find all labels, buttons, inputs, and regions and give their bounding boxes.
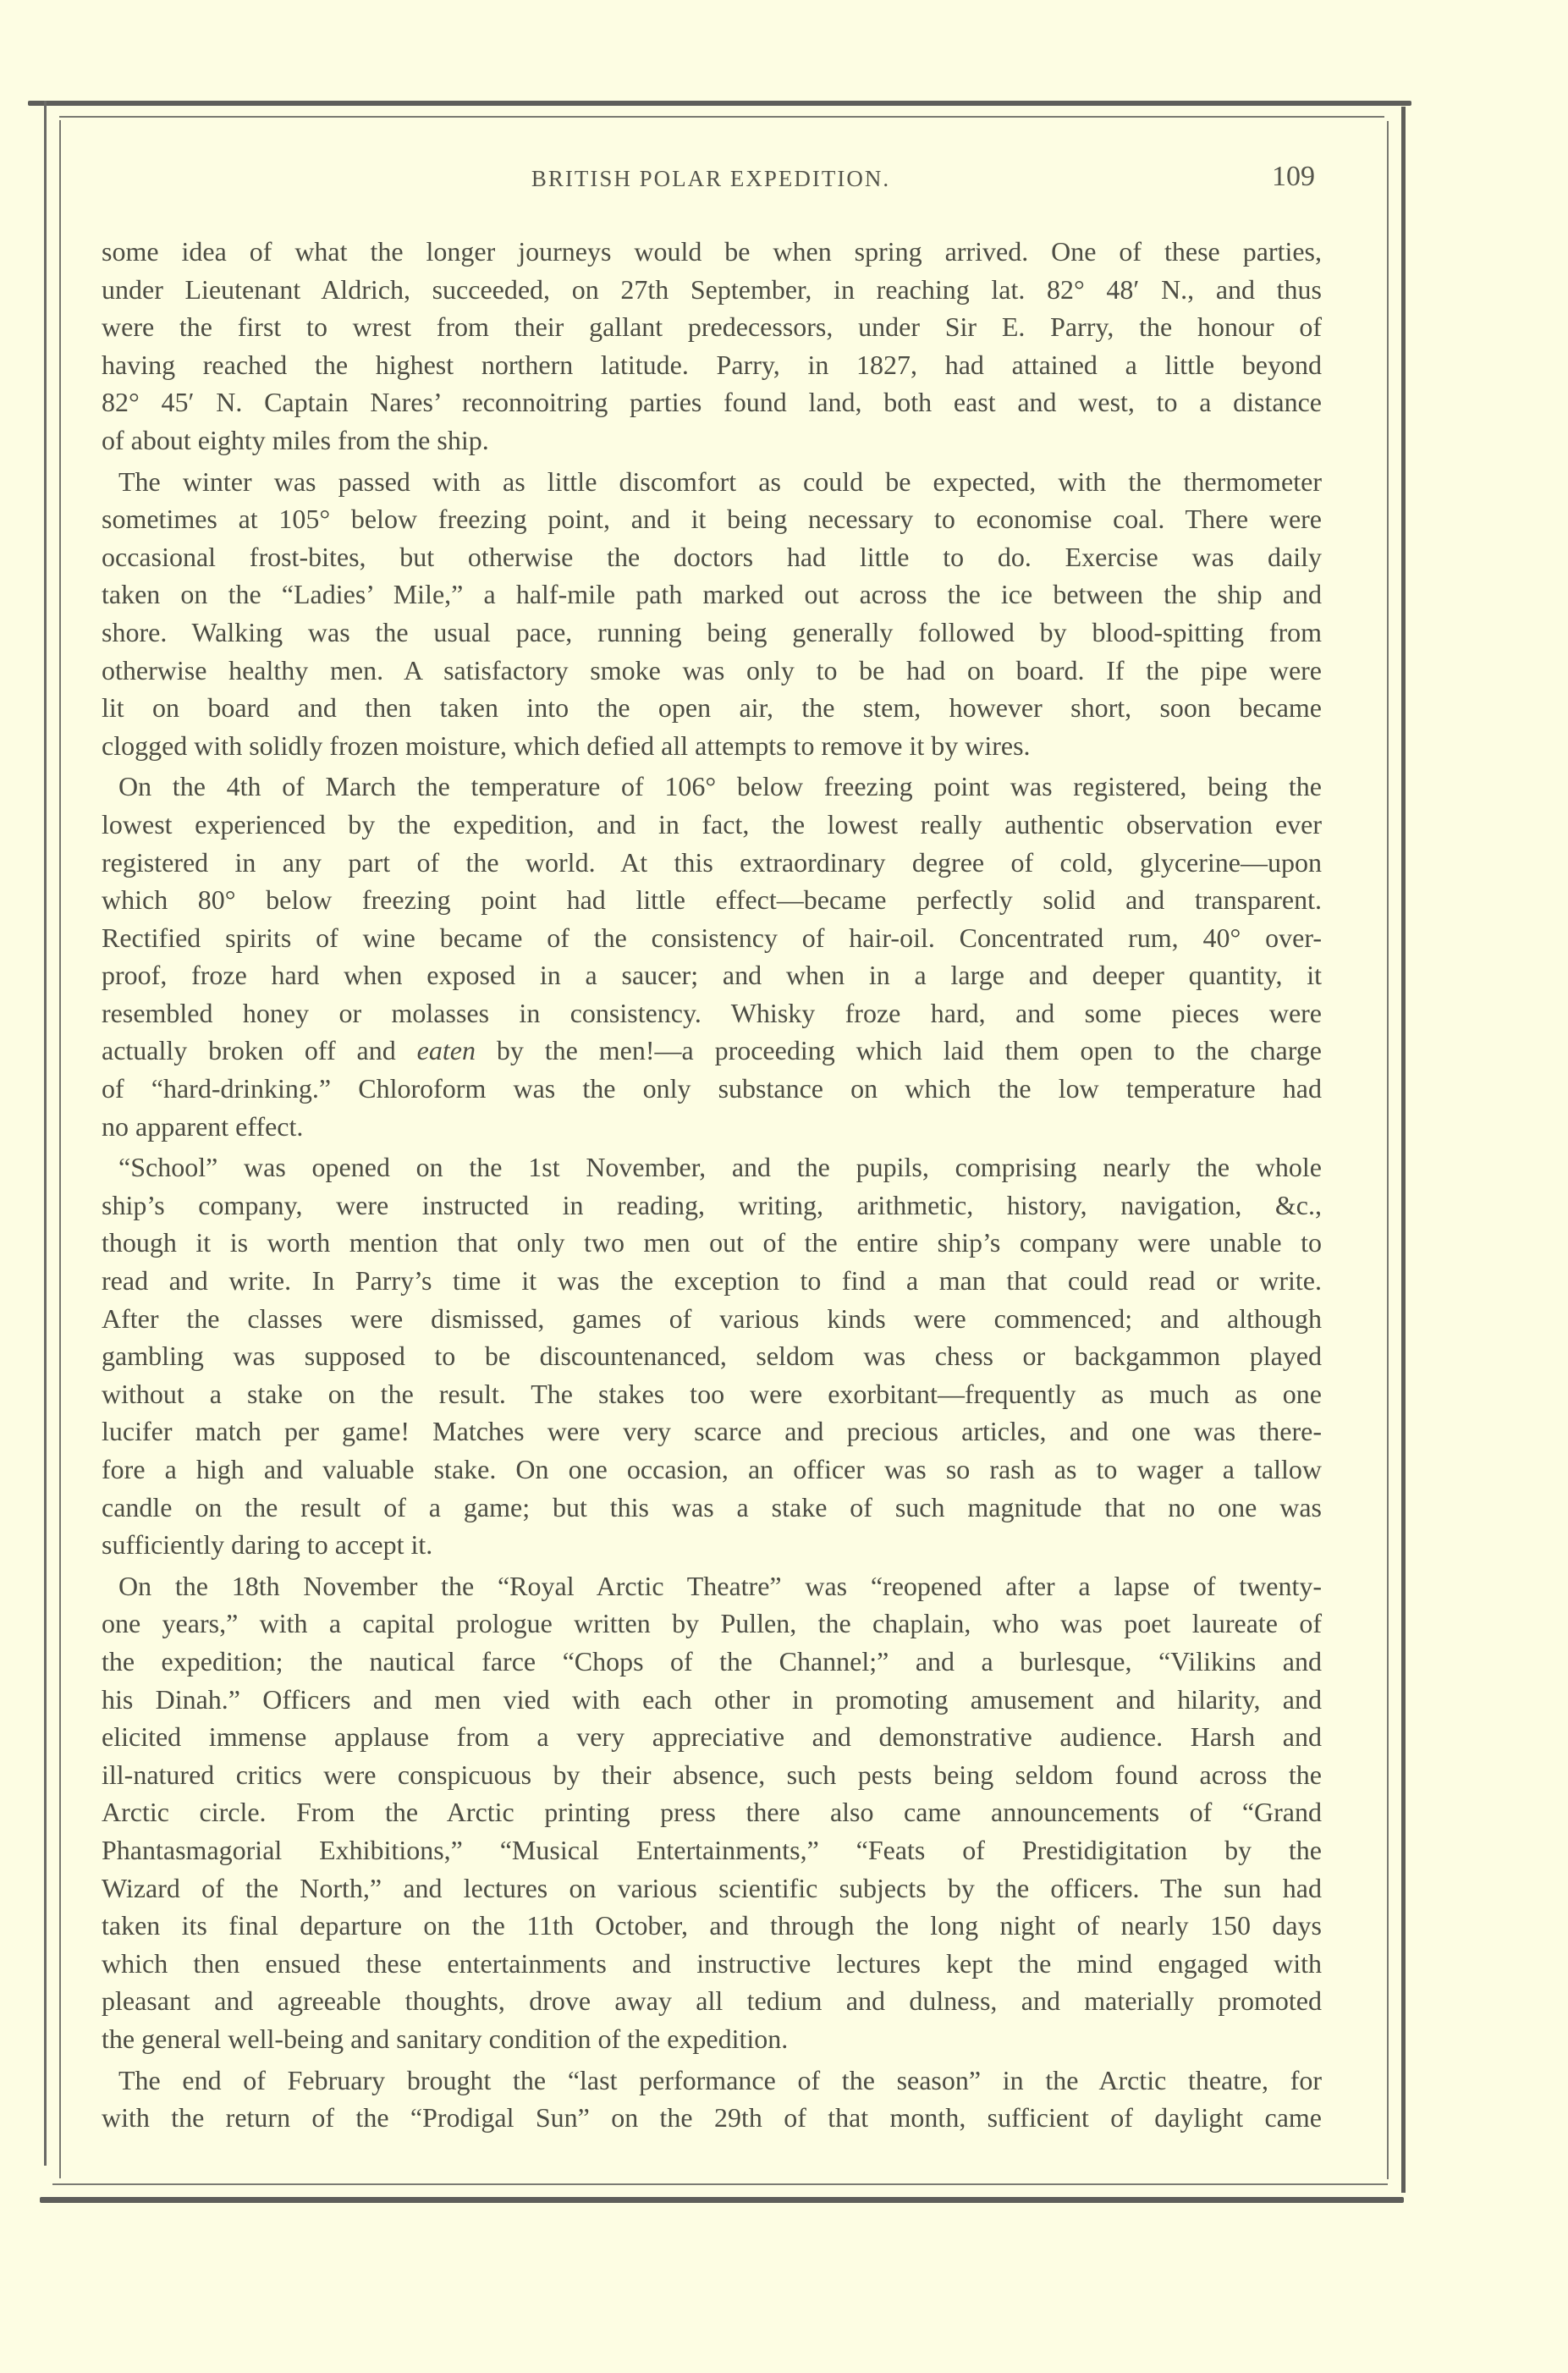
text-line: read and write. In Parry’s time it was the exception to find a man that could read or write. [102,1265,1322,1297]
frame-outer-bottom-rule [40,2197,1404,2203]
text-line: Rectified spirits of wine became of the consistency of hair-oil. Concentrated rum, 40° over- [102,922,1322,953]
frame-inner-top-rule [59,116,1384,118]
frame-inner-bottom-rule [52,2183,1388,2185]
frame-outer-top-rule [28,101,1411,106]
frame-outer-left-rule [44,101,47,2166]
frame-inner-left-rule [59,120,61,2178]
text-line: proof, froze hard when exposed in a saucer; and when in a large and deeper quantity, it [102,960,1322,991]
body-text [102,233,1322,2137]
running-head [102,161,1320,195]
text-line: his Dinah.” Officers and men vied with each other in promoting amusement and hilarity, and [102,1683,1322,1715]
text-line: After the classes were dismissed, games of various kinds were commenced; and although [102,1302,1322,1334]
text-line: though it is worth mention that only two men out of the entire ship’s company were unable to [102,1227,1322,1258]
text-line: occasional frost-bites, but otherwise the doctors had little to do. Exercise was daily [102,541,1322,572]
text-line: On the 4th of March the temperature of 106° below freezing point was registered, being the [118,771,1322,802]
text-line: of about eighty miles from the ship. [102,424,489,455]
text-line: lit on board and then taken into the open air, the stem, however short, soon became [102,692,1322,724]
paragraph [102,233,1322,460]
paragraph [102,463,1322,765]
paragraph [102,1567,1322,2058]
page-number: 109 [1272,161,1315,192]
text-line: otherwise healthy men. A satisfactory smoke was only to be had on board. If the pipe were [102,654,1322,685]
text-line: gambling was supposed to be discountenanced, seldom was chess or backgammon played [102,1341,1322,1372]
text-line: which 80° below freezing point had little effect—became perfectly solid and transparent. [102,884,1322,916]
paragraph [102,2062,1322,2137]
text-line: under Lieutenant Aldrich, succeeded, on 27th September, in reaching lat. 82° 48′ N., and thus [102,273,1322,305]
text-line: ship’s company, were instructed in reading, writing, arithmetic, history, navigation, &c., [102,1189,1322,1220]
text-line: sufficiently daring to accept it. [102,1529,433,1561]
text-line: actually broken off and eaten by the men!—a proceeding which laid them open to the charge [102,1035,1323,1066]
frame-outer-right-rule [1401,107,1406,2193]
text-line: were the first to wrest from their gallant predecessors, under Sir E. Parry, the honour of [102,311,1322,343]
frame-inner-right-rule [1387,121,1389,2179]
text-line: ill-natured critics were conspicuous by their absence, such pests being seldom found across the [102,1759,1322,1790]
text-line: taken on the “Ladies’ Mile,” a half-mile path marked out across the ice between the ship and [102,579,1322,610]
text-line: Arctic circle. From the Arctic printing press there also came announcements of “Grand [102,1797,1322,1828]
text-line: Phantasmagorial Exhibitions,” “Musical Entertainments,” “Feats of Prestidigitation by the [102,1834,1322,1865]
text-line: of “hard-drinking.” Chloroform was the only substance on which the low temperature had [102,1073,1322,1104]
text-line: elicited immense applause from a very appreciative and demonstrative audience. Harsh and [102,1721,1322,1753]
text-line: candle on the result of a game; but this was a stake of such magnitude that no one was [102,1491,1322,1522]
text-line: resembled honey or molasses in consistency. Whisky froze hard, and some pieces were [102,997,1322,1028]
text-line: pleasant and agreeable thoughts, drove away all tedium and dulness, and materially promoted [102,1985,1322,2017]
text-line: lucifer match per game! Matches were very scarce and precious articles, and one was there- [102,1416,1322,1447]
text-line: The end of February brought the “last performance of the season” in the Arctic theatre, for [118,2064,1322,2095]
text-line: sometimes at 105° below freezing point, and it being necessary to economise coal. There were [102,504,1322,535]
emphasized-word: eaten [416,1035,476,1066]
text-line: the general well-being and sanitary condition of the expedition. [102,2023,789,2054]
text-line: lowest experienced by the expedition, and in fact, the lowest really authentic observation ever [102,808,1322,840]
paragraph [102,768,1322,1145]
text-line: Wizard of the North,” and lectures on various scientific subjects by the officers. The sun had [102,1872,1322,1903]
text-line: 82° 45′ N. Captain Nares’ reconnoitring parties found land, both east and west, to a distance [102,387,1322,418]
text-line: one years,” with a capital prologue written by Pullen, the chaplain, who was poet laureate of [102,1608,1322,1639]
text-line: some idea of what the longer journeys would be when spring arrived. One of these parties, [102,236,1322,267]
text-line: shore. Walking was the usual pace, running being generally followed by blood-spitting from [102,616,1322,647]
text-line: The winter was passed with as little discomfort as could be expected, with the thermometer [118,465,1322,497]
text-line: which then ensued these entertainments and instructive lectures kept the mind engaged with [102,1947,1322,1979]
text-line: without a stake on the result. The stakes too were exorbitant—frequently as much as one [102,1378,1322,1409]
text-line: fore a high and valuable stake. On one occasion, an officer was so rash as to wager a tallow [102,1454,1322,1484]
text-line: taken its final departure on the 11th October, and through the long night of nearly 150 days [102,1910,1322,1941]
text-line: having reached the highest northern latitude. Parry, in 1827, had attained a little beyond [102,349,1322,380]
text-line: no apparent effect. [102,1110,304,1142]
text-line: On the 18th November the “Royal Arctic Theatre” was “reopened after a lapse of twenty- [118,1570,1322,1601]
text-line: registered in any part of the world. At this extraordinary degree of cold, glycerine—upon [102,846,1322,878]
text-line: clogged with solidly frozen moisture, which defied all attempts to remove it by wires. [102,730,1031,761]
text-line: with the return of the “Prodigal Sun” on the 29th of that month, sufficient of daylight came [102,2102,1322,2133]
text-line: “School” was opened on the 1st November, and the pupils, comprising nearly the whole [118,1152,1322,1183]
text-line: the expedition; the nautical farce “Chops of the Channel;” and a burlesque, “Vilikins and [102,1645,1322,1677]
running-title: BRITISH POLAR EXPEDITION. [531,166,891,191]
paragraph [102,1148,1322,1564]
